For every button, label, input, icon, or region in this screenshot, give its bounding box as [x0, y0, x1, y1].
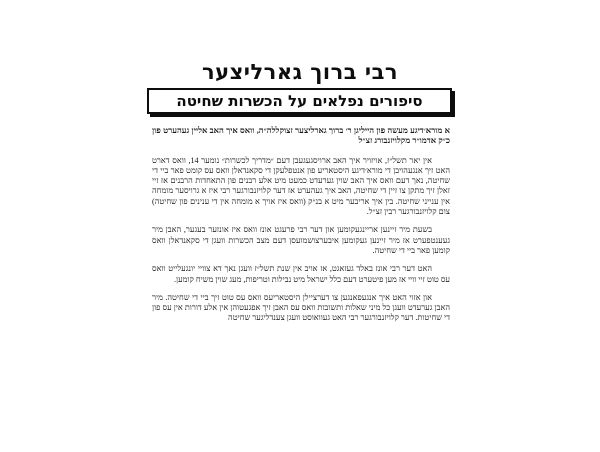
paragraph-3: האט דער רבי אונז באלד געזאגט, אז אויב אין שנת תשל״ז וועגן נאך דא צוויי יונגעלייט וואס עס טוט זיי וויי אז מען פיטערט דעם כלל ישראל מיט נבילות וטריפות, מעג שוין משיח קומען.: [152, 264, 450, 284]
article-heading: א מורא׳דיגע מעשה פון הייליגן ר׳ ברוך גארליצער זצוקללה״ה, וואס איך האב אליין געהערט פון כ״ק אדמו״ר מקלויזנבורג זצ״ל: [152, 126, 450, 146]
document-subtitle: סיפורים נפלאים על הכשרות שחיטה: [176, 92, 423, 110]
subtitle-box: [147, 88, 452, 114]
paragraph-4: און אזוי האט איך אנגעפאנגען צו דערציילן היסטאריעס וואס עס טוט זיך ביי די שחיטה. מיר האבן גערעדט וועגן כל מיני שאלות ותשובות וואס עס האבן זיך אפגעטוהן אין אלע דורות אין עס פון די שחיטות. דער קלויזנבורגער רבי האט געוואוסט וועגן צענדליגער שחיטה: [152, 292, 450, 323]
paragraph-2: בשעת מיר זיינען אריינגעקומען און דער רבי פרעגט אונז וואס איז אונזער בעגער, האבן מיר געענטפערט אז מיר זיינען געקומען איבערצושמועסן דעם מצב הכשרות וועגן די סקאנדאלן וואס קומען פאר ביי די שחיטה.: [152, 225, 450, 255]
document-title: רבי ברוך גארליצער: [201, 60, 399, 84]
paragraph-1: אין יאר תשל״ז, אויזויר איך האב ארויסגעגעבן דעם ״מדריך לכשרות״ נומער 14, וואס דארט האט זיך אנגעהויבן די מורא׳דיגע היסטאריע פון אנטפלעקן די סקאנדאלן וואס עס קומט פאר ביי די שחיטה, נאך דעם וואס איך האב שוין גערעדט כמעט מיט אלע רבנים פון התאחדות הרבנים אז זיי זאלן זיך מתקן צו זיין די שחיטה, האב איך געהערט אז דער קלויזנבורגער רבי איז א גרויסער מומחה אין ענייני שחיטה. בין איך אריבער מיט א בנ״ק (וואס איז אויך א מומחה אין די ענינים פון שחיטה) צום קלויזנבורגער רבין זצ״ל.: [152, 155, 450, 217]
article-body: [152, 126, 450, 332]
